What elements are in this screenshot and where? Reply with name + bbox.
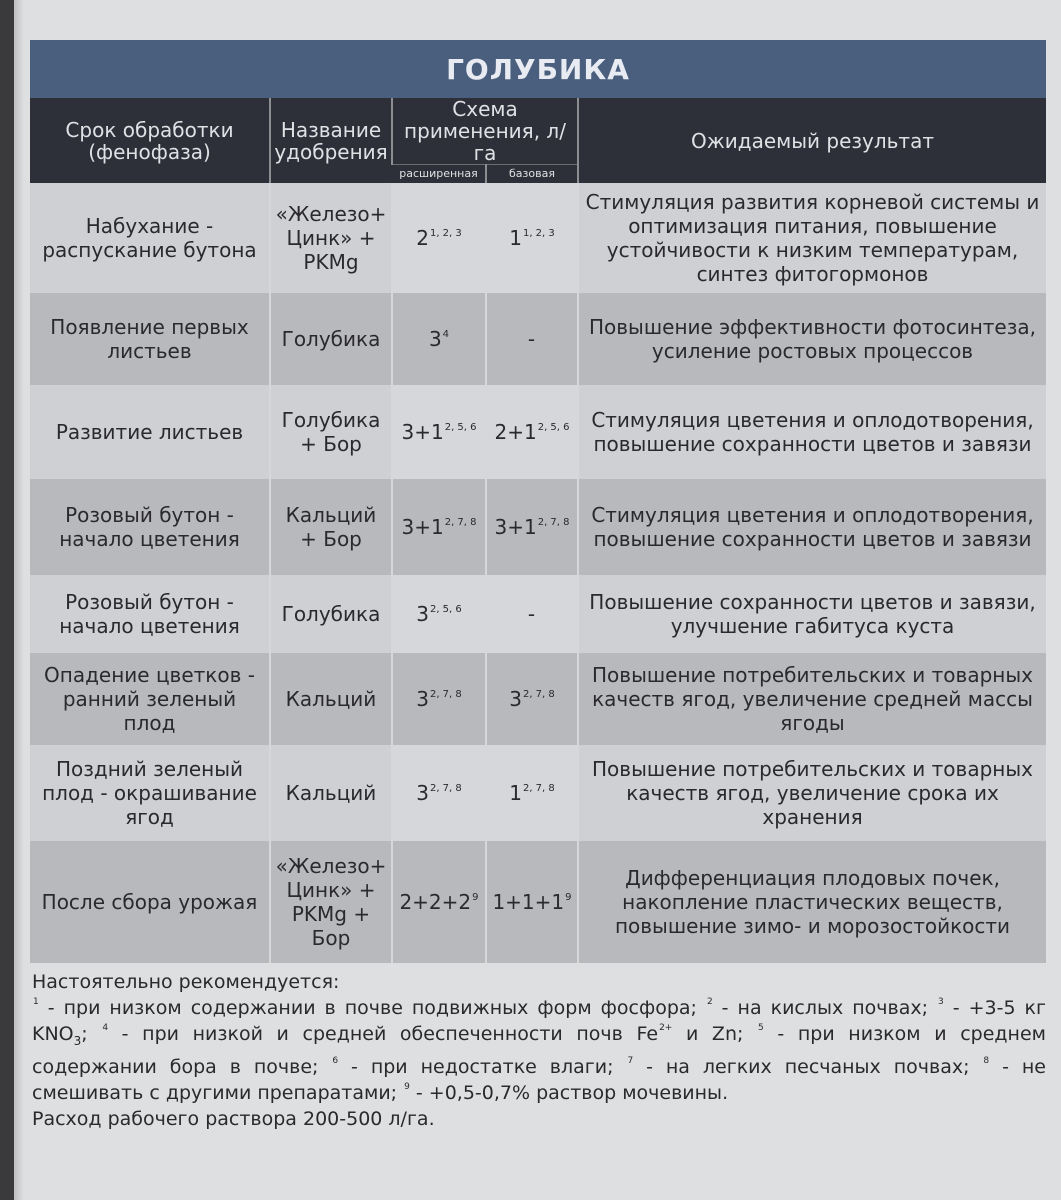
phase-cell	[30, 653, 270, 745]
header-result: Ожидаемый результат	[578, 98, 1046, 183]
table-row	[30, 293, 1046, 385]
basic-rate-cell-text: -	[527, 602, 536, 626]
result-cell	[578, 293, 1046, 385]
fertilizer-cell-text: Кальций + Бор	[285, 503, 377, 551]
paper-sheet	[14, 0, 1061, 1200]
extended-rate-cell-text: 3+1	[401, 515, 444, 539]
fertilizer-cell	[270, 575, 392, 653]
basic-rate-cell-text: 1+1+1	[492, 890, 565, 914]
result-cell-text: Дифференциация плодовых почек, накопление пластических веществ, повышение зимо- и морозостойкости	[614, 866, 1011, 938]
extended-rate-cell	[392, 745, 486, 841]
table-row	[30, 745, 1046, 841]
basic-rate-cell-text: 3+1	[494, 515, 537, 539]
fertilizer-cell	[270, 479, 392, 575]
fertilizer-cell-text: Голубика	[281, 327, 381, 351]
extended-rate-cell-text: 3	[416, 687, 429, 711]
page-title: ГОЛУБИКА	[446, 52, 630, 86]
fertilizer-cell-text: Кальций	[285, 687, 377, 711]
fertilizer-cell-text: «Железо+ Цинк» + PKMg	[275, 202, 387, 274]
schedule-table	[30, 98, 1046, 963]
fertilizer-cell	[270, 293, 392, 385]
basic-rate-cell-text: -	[527, 327, 536, 351]
fertilizer-cell-text: Кальций	[285, 781, 377, 805]
table-row	[30, 479, 1046, 575]
table-row	[30, 841, 1046, 963]
basic-rate-cell	[486, 653, 578, 745]
consumption-note: Расход рабочего раствора 200-500 л/га.	[32, 1107, 435, 1130]
basic-rate-cell	[486, 479, 578, 575]
phase-cell	[30, 841, 270, 963]
header-basic: базовая	[486, 165, 578, 184]
table-row	[30, 385, 1046, 479]
phase-cell	[30, 183, 270, 293]
header-fertilizer: Название удобрения	[270, 98, 392, 183]
phase-cell	[30, 293, 270, 385]
header-scheme: Схема применения, л/га	[392, 98, 578, 165]
extended-rate-cell	[392, 183, 486, 293]
fertilizer-cell-text: «Железо+ Цинк» + PKMg + Бор	[275, 854, 387, 950]
footnote-ref: 4	[442, 329, 450, 340]
extended-rate-cell	[392, 575, 486, 653]
footnote-ref: 2, 5, 6	[537, 422, 570, 433]
phase-cell	[30, 385, 270, 479]
result-cell-text: Повышение потребительских и товарных качеств ягод, увеличение срока их хранения	[592, 757, 1033, 829]
basic-rate-cell-text: 1	[509, 781, 522, 805]
result-cell-text: Стимуляция цветения и оплодотворения, повышение сохранности цветов и завязи	[591, 408, 1034, 456]
footnote-ref: 2, 7, 8	[429, 689, 462, 700]
result-cell	[578, 479, 1046, 575]
extended-rate-cell	[392, 293, 486, 385]
extended-rate-cell-text: 2	[416, 226, 429, 250]
extended-rate-cell-text: 3	[416, 781, 429, 805]
footnote-ref: 1, 2, 3	[429, 228, 462, 239]
result-cell	[578, 183, 1046, 293]
extended-rate-cell	[392, 479, 486, 575]
basic-rate-cell	[486, 183, 578, 293]
notes-heading: Настоятельно рекомендуется:	[32, 971, 340, 993]
result-cell-text: Повышение сохранности цветов и завязи, улучшение габитуса куста	[589, 590, 1036, 638]
basic-rate-cell	[486, 385, 578, 479]
result-cell	[578, 653, 1046, 745]
result-cell-text: Стимуляция цветения и оплодотворения, повышение сохранности цветов и завязи	[591, 503, 1034, 551]
result-cell	[578, 841, 1046, 963]
basic-rate-cell-text: 1	[509, 226, 522, 250]
phase-cell-text: Розовый бутон - начало цветения	[59, 590, 240, 638]
basic-rate-cell	[486, 575, 578, 653]
phase-cell	[30, 575, 270, 653]
footnote-ref: 2, 7, 8	[537, 517, 570, 528]
extended-rate-cell-text: 3	[428, 327, 442, 351]
table-row	[30, 575, 1046, 653]
phase-cell-text: Появление первых листьев	[50, 315, 249, 363]
fertilizer-cell-text: Голубика	[281, 602, 381, 626]
header-extended: расширенная	[392, 165, 486, 184]
header-phase: Срок обработки (фенофаза)	[30, 98, 270, 183]
footnote-ref: 2, 5, 6	[444, 422, 477, 433]
table-row	[30, 653, 1046, 745]
footnote-ref: 9	[472, 892, 479, 903]
title-band	[30, 40, 1046, 98]
extended-rate-cell	[392, 385, 486, 479]
phase-cell-text: Розовый бутон - начало цветения	[59, 503, 240, 551]
footnote-ref: 1, 2, 3	[522, 228, 555, 239]
phase-cell-text: После сбора урожая	[41, 890, 258, 914]
footnote-ref: 9	[565, 892, 572, 903]
fertilizer-cell-text: Голубика + Бор	[281, 408, 381, 456]
basic-rate-cell	[486, 293, 578, 385]
fertilizer-cell	[270, 841, 392, 963]
basic-rate-cell	[486, 745, 578, 841]
result-cell	[578, 385, 1046, 479]
result-cell-text: Повышение эффективности фотосинтеза, усиление ростовых процессов	[588, 315, 1036, 363]
phase-cell	[30, 745, 270, 841]
extended-rate-cell-text: 3	[416, 602, 429, 626]
fertilizer-cell	[270, 653, 392, 745]
footnotes	[30, 969, 1046, 1132]
result-cell-text: Стимуляция развития корневой системы и оптимизация питания, повышение устойчивости к низким температурам, синтез фитогормонов	[585, 190, 1040, 286]
result-cell	[578, 745, 1046, 841]
phase-cell-text: Набухание - распускание бутона	[42, 214, 257, 262]
result-cell-text: Повышение потребительских и товарных качеств ягод, увеличение средней массы ягоды	[592, 663, 1033, 735]
phase-cell-text: Опадение цветков - ранний зеленый плод	[44, 663, 255, 735]
fertilizer-cell	[270, 385, 392, 479]
result-cell	[578, 575, 1046, 653]
basic-rate-cell-text: 2+1	[494, 420, 537, 444]
extended-rate-cell-text: 2+2+2	[399, 890, 472, 914]
footnote-text: $^1$ - при низком содержании в почве подвижных форм фосфора; $^2$ - на кислых почвах; $^3$ - +3-5 кг $KNO_3$; $^4$ - при низкой и средней обеспеченности почв $Fe^{2+}$ и Zn; $^5$ - при низком и среднем содержании бора в почве; $^6$ - при недостатке влаги; $^7$ - на легких песчаных почвах; $^8$ - не смешивать с другими препаратами; $^9$ - +0,5-0,7% раствор мочевины.	[32, 997, 1047, 1104]
phase-cell-text: Поздний зеленый плод - окрашивание ягод	[42, 757, 257, 829]
fertilizer-cell	[270, 745, 392, 841]
footnote-ref: 2, 7, 8	[429, 783, 462, 794]
table-row	[30, 183, 1046, 293]
phase-cell-text: Развитие листьев	[55, 420, 244, 444]
extended-rate-cell-text: 3+1	[401, 420, 444, 444]
footnote-ref: 2, 7, 8	[522, 689, 555, 700]
basic-rate-cell-text: 3	[509, 687, 522, 711]
footnote-ref: 2, 5, 6	[429, 604, 462, 615]
footnote-ref: 2, 7, 8	[522, 783, 555, 794]
document	[30, 40, 1046, 1132]
phase-cell	[30, 479, 270, 575]
basic-rate-cell	[486, 841, 578, 963]
extended-rate-cell	[392, 841, 486, 963]
footnote-ref: 2, 7, 8	[444, 517, 477, 528]
extended-rate-cell	[392, 653, 486, 745]
fertilizer-cell	[270, 183, 392, 293]
